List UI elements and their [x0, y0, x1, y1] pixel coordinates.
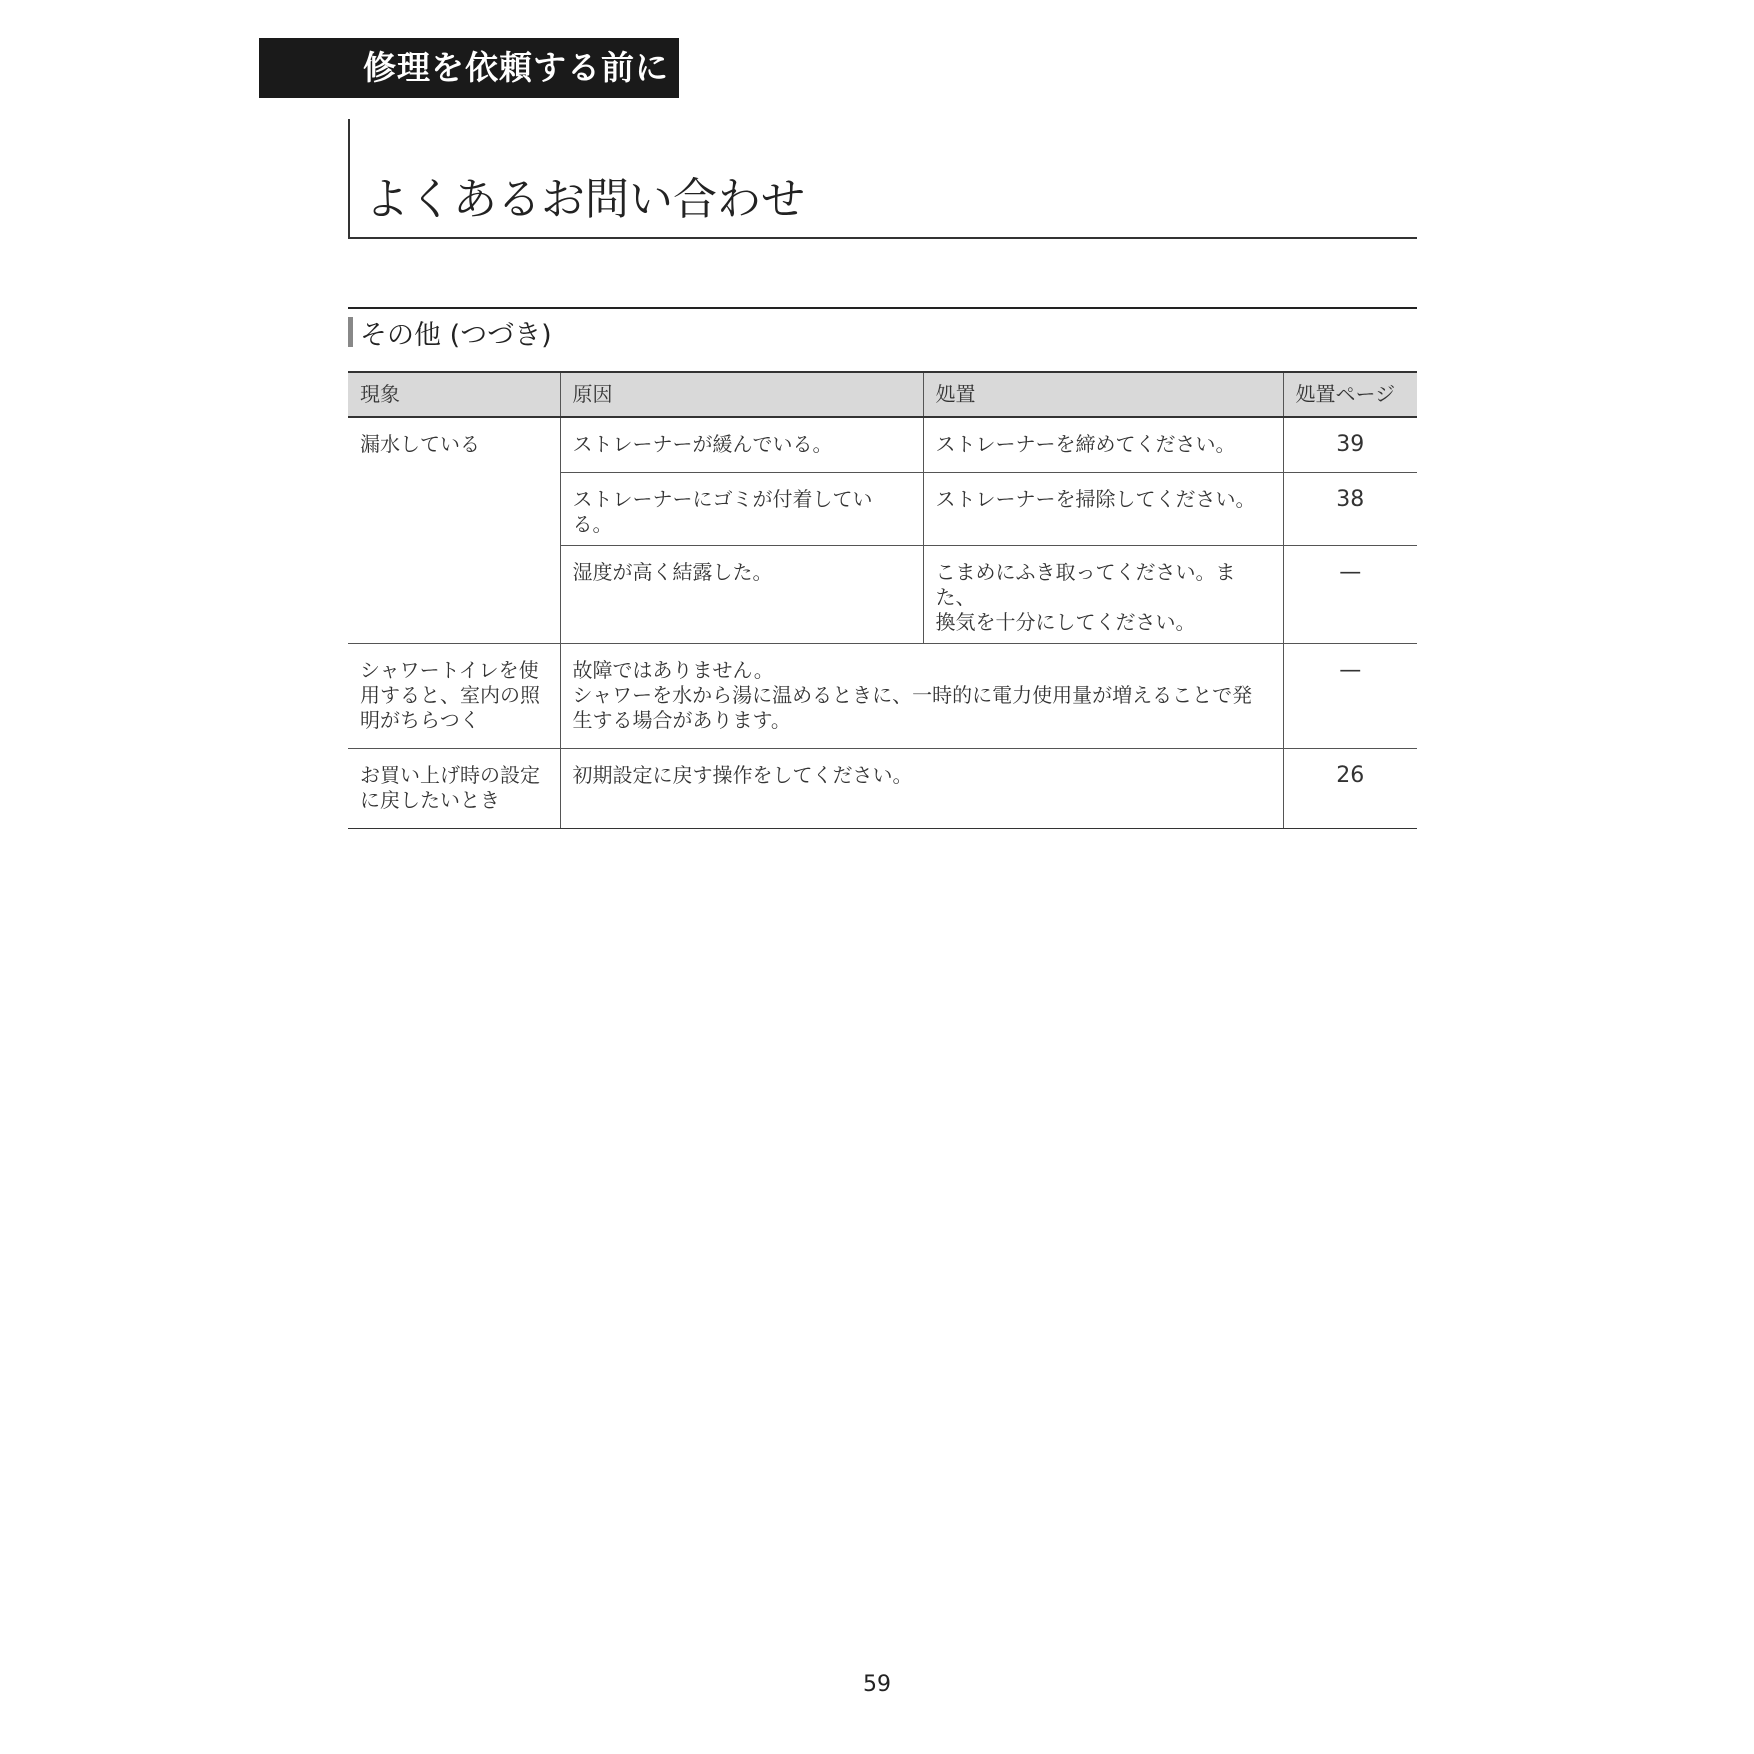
cause-cell: ストレーナーが緩んでいる。 [560, 417, 923, 472]
page-number: 59 [863, 1672, 891, 1697]
cause-line: 故障ではありません。 [572, 657, 774, 682]
section-heading [348, 307, 1417, 349]
chapter-tab: 修理を依頼する前に [259, 38, 679, 98]
symptom-line: お買い上げ時の設定 [360, 762, 540, 787]
table-row [348, 643, 1417, 748]
page-title: よくあるお問い合わせ [365, 174, 805, 225]
remedy-cell: ストレーナーを締めてください。 [923, 417, 1283, 472]
section-marker [348, 317, 353, 347]
remedy-line: 換気を十分にしてください。 [935, 609, 1196, 634]
table-row [348, 748, 1417, 828]
section-title: その他 (つづき) [360, 320, 552, 351]
remedy-cell [923, 545, 1283, 643]
cause-remedy-cell: 初期設定に戻す操作をしてください。 [560, 748, 1283, 828]
symptom-cell [348, 643, 560, 748]
header-symptom: 現象 [348, 372, 560, 417]
page-ref-cell: 26 [1283, 748, 1417, 828]
cause-remedy-cell [560, 643, 1283, 748]
cause-cell: ストレーナーにゴミが付着している。 [560, 472, 923, 545]
page-ref-cell: — [1283, 545, 1417, 643]
symptom-cell [348, 748, 560, 828]
cause-line: 生する場合があります。 [572, 707, 791, 732]
header-remedy: 処置 [923, 372, 1283, 417]
header-page: 処置ページ [1283, 372, 1417, 417]
symptom-line: 用すると、室内の照 [360, 682, 540, 707]
remedy-line: こまめにふき取ってください。また、 [935, 559, 1236, 609]
page-ref-cell: 39 [1283, 417, 1417, 472]
symptom-cell: 漏水している [348, 417, 560, 643]
page-ref-cell: 38 [1283, 472, 1417, 545]
symptom-line: 明がちらつく [360, 707, 480, 732]
table-header-row [348, 372, 1417, 417]
symptom-line: シャワートイレを使 [360, 657, 539, 682]
faq-table [348, 371, 1417, 829]
cause-line: シャワーを水から湯に温めるときに、一時的に電力使用量が増えることで発 [572, 682, 1253, 707]
cause-cell: 湿度が高く結露した。 [560, 545, 923, 643]
table-row [348, 417, 1417, 472]
page-ref-cell: — [1283, 643, 1417, 748]
symptom-line: に戻したいとき [360, 787, 500, 812]
header-cause: 原因 [560, 372, 923, 417]
page-heading [348, 119, 1417, 239]
remedy-cell: ストレーナーを掃除してください。 [923, 472, 1283, 545]
